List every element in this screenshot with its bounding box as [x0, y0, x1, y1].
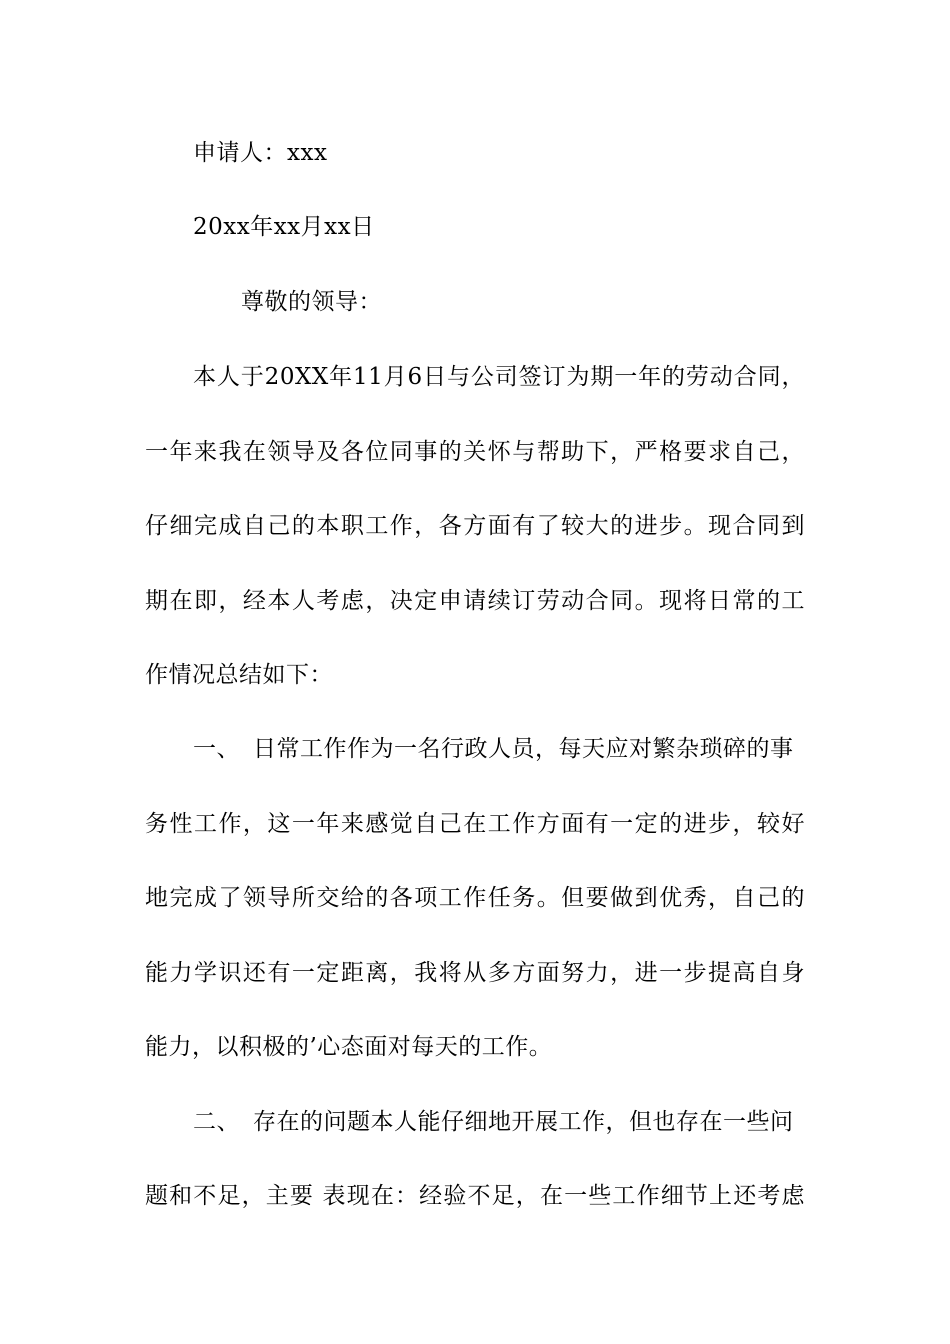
section1-line-text: 日常工作作为一名行政人员，每天应对繁杂琐碎的事	[253, 736, 794, 762]
paragraph1-line: 一年来我在领导及各位同事的关怀与帮助下，严格要求自己，	[145, 439, 805, 465]
paragraph1-line: 本人于20XX年11月6日与公司签订为期一年的劳动合同，	[193, 364, 805, 390]
section1-line: 地完成了领导所交给的各项工作任务。但要做到优秀，自己的	[145, 885, 805, 911]
applicant-line: 申请人：xxx	[193, 140, 328, 166]
paragraph1-line: 作情况总结如下：	[145, 662, 333, 688]
section1-line: 能力学识还有一定距离，我将从多方面努力，进一步提高自身	[145, 960, 805, 986]
section1-line: 务性工作，这一年来感觉自己在工作方面有一定的进步，较好	[145, 811, 805, 837]
paragraph1-line: 仔细完成自己的本职工作，各方面有了较大的进步。现合同到	[145, 513, 805, 539]
section2-number: 二、	[193, 1109, 240, 1135]
paragraph1-line: 期在即，经本人考虑，决定申请续订劳动合同。现将日常的工	[145, 588, 805, 614]
section1-line: 能力，以积极的’心态面对每天的工作。	[145, 1034, 553, 1060]
section2-line: 题和不足，主要 表现在：经验不足，在一些工作细节上还考虑	[145, 1183, 805, 1209]
section2-first-line	[193, 1107, 863, 1137]
section1-first-line	[193, 734, 863, 764]
section2-line-text: 存在的问题本人能仔细地开展工作，但也存在一些问	[253, 1109, 794, 1135]
section1-number: 一、	[193, 736, 240, 762]
salutation: 尊敬的领导：	[241, 289, 382, 315]
date-line: 20xx年xx月xx日	[193, 214, 375, 240]
